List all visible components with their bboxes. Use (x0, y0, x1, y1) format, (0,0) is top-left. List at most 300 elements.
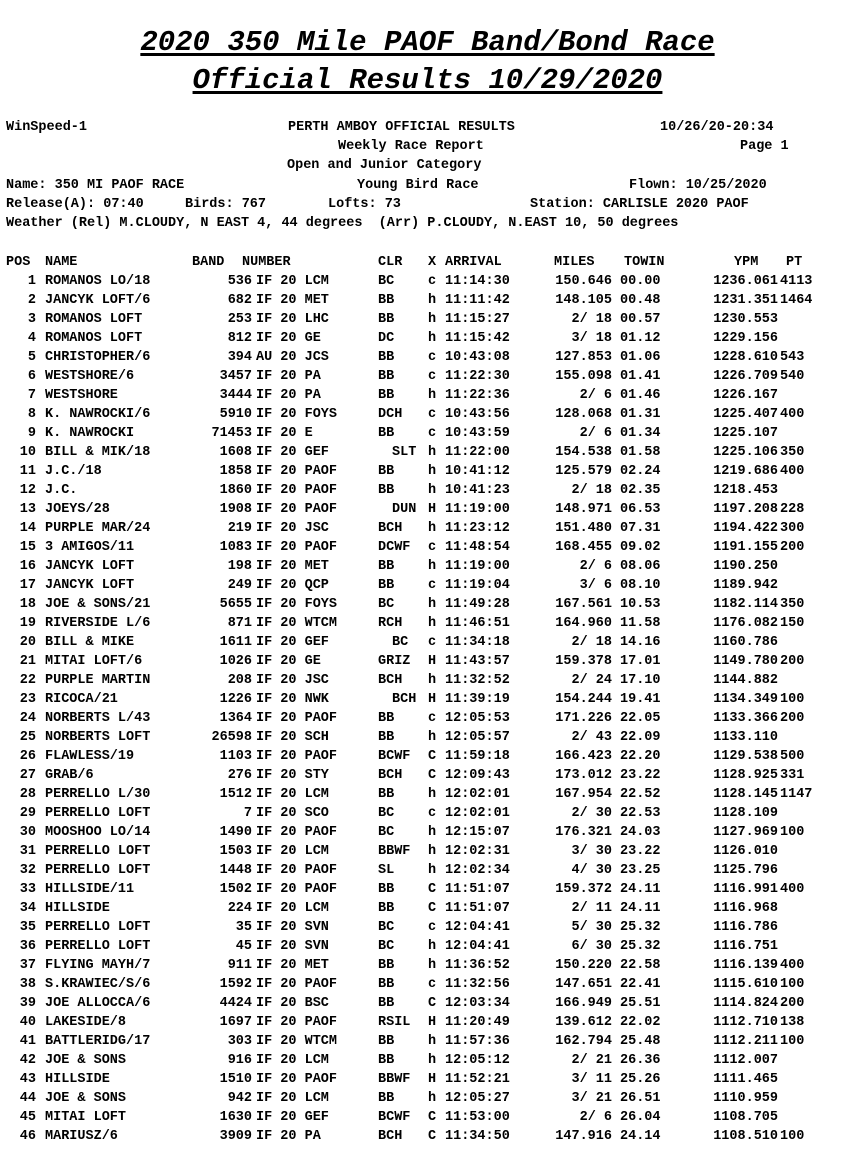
result-color: SLT (392, 445, 417, 460)
table-row (6, 671, 778, 690)
result-miles: 3/ 11 (571, 1072, 612, 1087)
result-ypm: 1236.061 (713, 274, 778, 289)
table-row (6, 1108, 778, 1127)
result-points: 331 (780, 768, 805, 783)
result-pos: 13 (19, 502, 36, 517)
result-pos: 29 (19, 806, 36, 821)
result-sex: c (428, 578, 437, 593)
result-points: 100 (780, 1129, 805, 1144)
category: Open and Junior Category (287, 158, 482, 173)
result-color: BB (378, 426, 395, 441)
result-points: 138 (780, 1015, 805, 1030)
result-color: BB (378, 483, 395, 498)
result-pos: 9 (27, 426, 36, 441)
result-arrival: 11:51:07 (445, 882, 510, 897)
report-title: PERTH AMBOY OFFICIAL RESULTS (288, 120, 515, 135)
result-pos: 6 (27, 369, 36, 384)
result-number: IF 20 LCM (256, 274, 329, 289)
table-row (6, 272, 813, 291)
result-ypm: 1231.351 (713, 293, 778, 308)
result-ypm: 1225.407 (713, 407, 778, 422)
result-number: IF 20 SVN (256, 939, 329, 954)
result-ypm: 1190.250 (713, 559, 778, 574)
result-miles: 150.220 (555, 958, 612, 973)
result-sex: h (428, 483, 437, 498)
release-time: Release(A): 07:40 (6, 197, 144, 212)
result-name: ROMANOS LOFT (45, 331, 143, 346)
result-pos: 46 (19, 1129, 36, 1144)
result-arrival: 12:05:27 (445, 1091, 510, 1106)
result-band: 1908 (219, 502, 252, 517)
result-miles: 162.794 (555, 1034, 612, 1049)
table-row (6, 956, 805, 975)
result-sex: h (428, 863, 437, 878)
result-number: IF 20 SVN (256, 920, 329, 935)
result-pos: 1 (27, 274, 36, 289)
result-band: 7 (243, 806, 252, 821)
result-name: MITAI LOFT (45, 1110, 127, 1125)
result-number: IF 20 PA (256, 388, 321, 403)
result-sex: h (428, 787, 437, 802)
result-arrival: 11:39:19 (445, 692, 510, 707)
result-name: NORBERTS L/43 (45, 711, 151, 726)
result-ypm: 1112.710 (713, 1015, 778, 1030)
result-sex: h (428, 521, 437, 536)
result-name: JOE ALLOCCA/6 (45, 996, 151, 1011)
result-ypm: 1108.705 (713, 1110, 778, 1125)
result-miles: 125.579 (555, 464, 612, 479)
result-name: BILL & MIK/18 (45, 445, 151, 460)
result-miles: 164.960 (555, 616, 612, 631)
result-ypm: 1127.969 (713, 825, 778, 840)
result-miles: 171.226 (555, 711, 612, 726)
result-towin: 06.53 (620, 502, 661, 517)
result-points: 200 (780, 654, 805, 669)
col-x: X (428, 255, 437, 270)
result-miles: 154.244 (555, 692, 612, 707)
result-pos: 12 (19, 483, 36, 498)
result-name: MOOSHOO LO/14 (45, 825, 151, 840)
result-color: BC (378, 597, 395, 612)
result-sex: h (428, 730, 437, 745)
col-towin: TOWIN (624, 255, 665, 270)
result-pos: 17 (19, 578, 36, 593)
result-pos: 35 (19, 920, 36, 935)
result-name: CHRISTOPHER/6 (45, 350, 151, 365)
result-name: HILLSIDE (45, 901, 110, 916)
result-ypm: 1189.942 (713, 578, 778, 593)
table-row (6, 785, 813, 804)
result-points: 200 (780, 711, 805, 726)
table-row (6, 462, 805, 481)
result-number: IF 20 WTCM (256, 616, 338, 631)
result-name: WESTSHORE/6 (45, 369, 135, 384)
result-towin: 22.52 (620, 787, 661, 802)
result-miles: 159.378 (555, 654, 612, 669)
result-name: K. NAWROCKI (45, 426, 135, 441)
result-band: 942 (227, 1091, 252, 1106)
result-miles: 3/ 6 (579, 578, 612, 593)
result-name: PERRELLO LOFT (45, 939, 151, 954)
result-points: 540 (780, 369, 805, 384)
result-points: 100 (780, 1034, 805, 1049)
result-color: BCH (378, 673, 403, 688)
result-band: 276 (227, 768, 252, 783)
table-row (6, 747, 805, 766)
results-table (6, 253, 813, 1146)
result-color: BB (378, 901, 395, 916)
result-miles: 3/ 30 (571, 844, 612, 859)
result-ypm: 1128.109 (713, 806, 778, 821)
result-towin: 10.53 (620, 597, 661, 612)
result-pos: 33 (19, 882, 36, 897)
result-miles: 2/ 18 (571, 635, 612, 650)
result-pos: 5 (27, 350, 36, 365)
result-number: IF 20 PAOF (256, 711, 338, 726)
result-name: JOE & SONS (45, 1091, 127, 1106)
result-band: 1083 (219, 540, 252, 555)
result-name: JOE & SONS (45, 1053, 127, 1068)
result-color: BB (378, 578, 395, 593)
result-number: IF 20 PAOF (256, 540, 338, 555)
result-pos: 42 (19, 1053, 36, 1068)
result-color: BB (378, 1034, 395, 1049)
table-row (6, 500, 805, 519)
result-number: IF 20 SCH (256, 730, 329, 745)
result-sex: h (428, 673, 437, 688)
result-towin: 25.48 (620, 1034, 661, 1049)
result-ypm: 1218.453 (713, 483, 778, 498)
result-sex: h (428, 844, 437, 859)
result-miles: 2/ 6 (579, 388, 612, 403)
result-miles: 148.971 (555, 502, 612, 517)
result-sex: H (428, 1015, 437, 1030)
result-color: BB (378, 958, 395, 973)
result-color: BCH (378, 521, 403, 536)
result-arrival: 12:02:31 (445, 844, 510, 859)
result-band: 1226 (219, 692, 252, 707)
result-pos: 15 (19, 540, 36, 555)
race-type: Young Bird Race (357, 178, 479, 193)
result-color: SL (378, 863, 395, 878)
result-name: JANCYK LOFT/6 (45, 293, 151, 308)
result-arrival: 11:36:52 (445, 958, 510, 973)
result-ypm: 1160.786 (713, 635, 778, 650)
weather: Weather (Rel) M.CLOUDY, N EAST 4, 44 degrees (Arr) P.CLOUDY, N.EAST 10, 50 degrees (6, 216, 679, 231)
result-pos: 22 (19, 673, 36, 688)
table-row (6, 766, 805, 785)
result-color: BB (378, 369, 395, 384)
result-towin: 07.31 (620, 521, 661, 536)
result-name: FLYING MAYH/7 (45, 958, 151, 973)
result-towin: 26.51 (620, 1091, 661, 1106)
result-towin: 01.12 (620, 331, 661, 346)
result-number: IF 20 GEF (256, 635, 329, 650)
result-number: IF 20 QCP (256, 578, 329, 593)
result-pos: 37 (19, 958, 36, 973)
result-arrival: 12:02:34 (445, 863, 510, 878)
result-points: 4113 (780, 274, 813, 289)
result-color: BB (378, 293, 395, 308)
result-sex: h (428, 464, 437, 479)
result-miles: 6/ 30 (571, 939, 612, 954)
result-name: PERRELLO LOFT (45, 844, 151, 859)
table-row (6, 994, 805, 1013)
result-color: BB (378, 977, 395, 992)
result-pos: 34 (19, 901, 36, 916)
result-name: J.C. (45, 483, 78, 498)
result-name: WESTSHORE (45, 388, 118, 403)
result-pos: 27 (19, 768, 36, 783)
result-sex: C (428, 996, 437, 1011)
result-points: 400 (780, 958, 805, 973)
result-miles: 128.068 (555, 407, 612, 422)
table-row (6, 595, 805, 614)
result-name: PERRELLO LOFT (45, 920, 151, 935)
result-towin: 22.58 (620, 958, 661, 973)
result-sex: h (428, 825, 437, 840)
result-color: BB (378, 388, 395, 403)
result-name: BILL & MIKE (45, 635, 135, 650)
result-ypm: 1230.553 (713, 312, 778, 327)
result-band: 871 (227, 616, 252, 631)
result-miles: 148.105 (555, 293, 612, 308)
result-points: 500 (780, 749, 805, 764)
result-ypm: 1116.751 (713, 939, 778, 954)
result-arrival: 10:41:12 (445, 464, 510, 479)
col-arrival: ARRIVAL (445, 255, 502, 270)
result-number: IF 20 GEF (256, 445, 329, 460)
col-pt: PT (786, 255, 803, 270)
result-arrival: 11:15:42 (445, 331, 510, 346)
result-arrival: 12:03:34 (445, 996, 510, 1011)
result-miles: 2/ 6 (579, 559, 612, 574)
result-color: BB (378, 1053, 395, 1068)
table-row (6, 823, 805, 842)
result-ypm: 1128.145 (713, 787, 778, 802)
result-towin: 01.46 (620, 388, 661, 403)
result-towin: 17.01 (620, 654, 661, 669)
result-pos: 26 (19, 749, 36, 764)
col-band: BAND (192, 255, 225, 270)
result-pos: 41 (19, 1034, 36, 1049)
result-towin: 25.32 (620, 939, 661, 954)
result-sex: c (428, 426, 437, 441)
result-band: 1592 (219, 977, 252, 992)
result-points: 400 (780, 464, 805, 479)
result-name: RIVERSIDE L/6 (45, 616, 151, 631)
report-title-line2: Official Results 10/29/2020 (192, 64, 663, 97)
result-towin: 01.06 (620, 350, 661, 365)
result-miles: 150.646 (555, 274, 612, 289)
result-pos: 11 (19, 464, 36, 479)
table-row (6, 576, 778, 595)
result-number: IF 20 PA (256, 369, 321, 384)
result-points: 400 (780, 882, 805, 897)
result-ypm: 1116.786 (713, 920, 778, 935)
result-ypm: 1144.882 (713, 673, 778, 688)
result-number: IF 20 PAOF (256, 483, 338, 498)
result-pos: 4 (27, 331, 36, 346)
result-towin: 25.51 (620, 996, 661, 1011)
result-sex: C (428, 749, 437, 764)
result-arrival: 11:14:30 (445, 274, 510, 289)
result-band: 45 (235, 939, 252, 954)
result-points: 228 (780, 502, 805, 517)
result-pos: 14 (19, 521, 36, 536)
result-number: IF 20 GEF (256, 1110, 329, 1125)
result-towin: 00.00 (620, 274, 661, 289)
result-name: PERRELLO LOFT (45, 806, 151, 821)
result-ypm: 1112.007 (713, 1053, 778, 1068)
result-name: HILLSIDE/11 (45, 882, 135, 897)
result-arrival: 12:02:01 (445, 787, 510, 802)
result-arrival: 10:41:23 (445, 483, 510, 498)
result-number: IF 20 MET (256, 559, 329, 574)
result-band: 208 (227, 673, 252, 688)
result-sex: C (428, 901, 437, 916)
result-points: 543 (780, 350, 805, 365)
result-miles: 147.651 (555, 977, 612, 992)
result-miles: 168.455 (555, 540, 612, 555)
result-sex: h (428, 939, 437, 954)
result-miles: 3/ 18 (571, 331, 612, 346)
table-row (6, 1070, 778, 1089)
result-miles: 166.949 (555, 996, 612, 1011)
result-number: IF 20 LCM (256, 787, 329, 802)
result-color: BCH (392, 692, 417, 707)
result-band: 1026 (219, 654, 252, 669)
result-sex: h (428, 1034, 437, 1049)
result-arrival: 11:32:52 (445, 673, 510, 688)
table-row (6, 443, 805, 462)
result-ypm: 1126.010 (713, 844, 778, 859)
result-band: 911 (227, 958, 252, 973)
result-towin: 25.32 (620, 920, 661, 935)
result-arrival: 12:09:43 (445, 768, 510, 783)
result-sex: h (428, 1091, 437, 1106)
result-pos: 20 (19, 635, 36, 650)
result-number: IF 20 LCM (256, 844, 329, 859)
result-towin: 19.41 (620, 692, 661, 707)
result-towin: 22.41 (620, 977, 661, 992)
result-pos: 23 (19, 692, 36, 707)
result-sex: h (428, 1053, 437, 1068)
result-name: HILLSIDE (45, 1072, 110, 1087)
result-color: RCH (378, 616, 403, 631)
result-arrival: 10:43:08 (445, 350, 510, 365)
table-row (6, 1089, 778, 1108)
result-towin: 23.22 (620, 844, 661, 859)
result-ypm: 1110.959 (713, 1091, 778, 1106)
result-color: BCH (378, 768, 403, 783)
result-miles: 154.538 (555, 445, 612, 460)
result-arrival: 12:05:53 (445, 711, 510, 726)
result-band: 5910 (219, 407, 252, 422)
result-color: BB (378, 1091, 395, 1106)
result-ypm: 1111.465 (713, 1072, 778, 1087)
result-name: LAKESIDE/8 (45, 1015, 127, 1030)
result-towin: 01.31 (620, 407, 661, 422)
result-number: IF 20 JSC (256, 673, 329, 688)
result-number: IF 20 LCM (256, 1053, 329, 1068)
result-miles: 4/ 30 (571, 863, 612, 878)
result-sex: h (428, 312, 437, 327)
result-miles: 176.321 (555, 825, 612, 840)
result-miles: 139.612 (555, 1015, 612, 1030)
result-ypm: 1226.709 (713, 369, 778, 384)
result-number: IF 20 STY (256, 768, 329, 783)
result-name: S.KRAWIEC/S/6 (45, 977, 151, 992)
result-band: 1510 (219, 1072, 252, 1087)
result-number: IF 20 LCM (256, 901, 329, 916)
result-color: BB (378, 312, 395, 327)
result-miles: 2/ 11 (571, 901, 612, 916)
table-row (6, 918, 778, 937)
result-number: IF 20 PAOF (256, 825, 338, 840)
result-band: 4424 (219, 996, 252, 1011)
result-number: IF 20 JSC (256, 521, 329, 536)
result-sex: h (428, 293, 437, 308)
result-color: BB (378, 730, 395, 745)
result-band: 1503 (219, 844, 252, 859)
table-row (6, 348, 805, 367)
result-number: IF 20 PAOF (256, 1015, 338, 1030)
result-sex: c (428, 806, 437, 821)
result-ypm: 1116.991 (713, 882, 778, 897)
result-color: BC (392, 635, 409, 650)
result-band: 3457 (219, 369, 252, 384)
result-name: PURPLE MARTIN (45, 673, 151, 688)
result-name: PERRELLO L/30 (45, 787, 151, 802)
table-row (6, 1127, 805, 1146)
result-ypm: 1108.510 (713, 1129, 778, 1144)
result-ypm: 1134.349 (713, 692, 778, 707)
table-row (6, 652, 805, 671)
result-color: DCWF (378, 540, 411, 555)
table-row (6, 975, 805, 994)
result-band: 1103 (219, 749, 252, 764)
result-points: 200 (780, 540, 805, 555)
column-headers (6, 253, 803, 272)
result-number: IF 20 SCO (256, 806, 329, 821)
result-arrival: 11:23:12 (445, 521, 510, 536)
result-name: MITAI LOFT/6 (45, 654, 143, 669)
result-miles: 2/ 43 (571, 730, 612, 745)
result-band: 26598 (211, 730, 252, 745)
result-pos: 19 (19, 616, 36, 631)
flown-date: Flown: 10/25/2020 (629, 178, 767, 193)
result-ypm: 1191.155 (713, 540, 778, 555)
result-color: BB (378, 350, 395, 365)
col-ypm: YPM (734, 255, 759, 270)
table-row (6, 880, 805, 899)
result-points: 350 (780, 597, 805, 612)
result-arrival: 12:15:07 (445, 825, 510, 840)
result-pos: 3 (27, 312, 36, 327)
result-arrival: 11:19:04 (445, 578, 510, 593)
result-number: IF 20 E (256, 426, 313, 441)
result-number: IF 20 MET (256, 293, 329, 308)
result-pos: 18 (19, 597, 36, 612)
result-miles: 2/ 6 (579, 1110, 612, 1125)
result-arrival: 11:11:42 (445, 293, 510, 308)
result-name: JANCYK LOFT (45, 559, 135, 574)
result-number: IF 20 MET (256, 958, 329, 973)
result-ypm: 1129.538 (713, 749, 778, 764)
result-color: BC (378, 825, 395, 840)
table-row (6, 1032, 805, 1051)
